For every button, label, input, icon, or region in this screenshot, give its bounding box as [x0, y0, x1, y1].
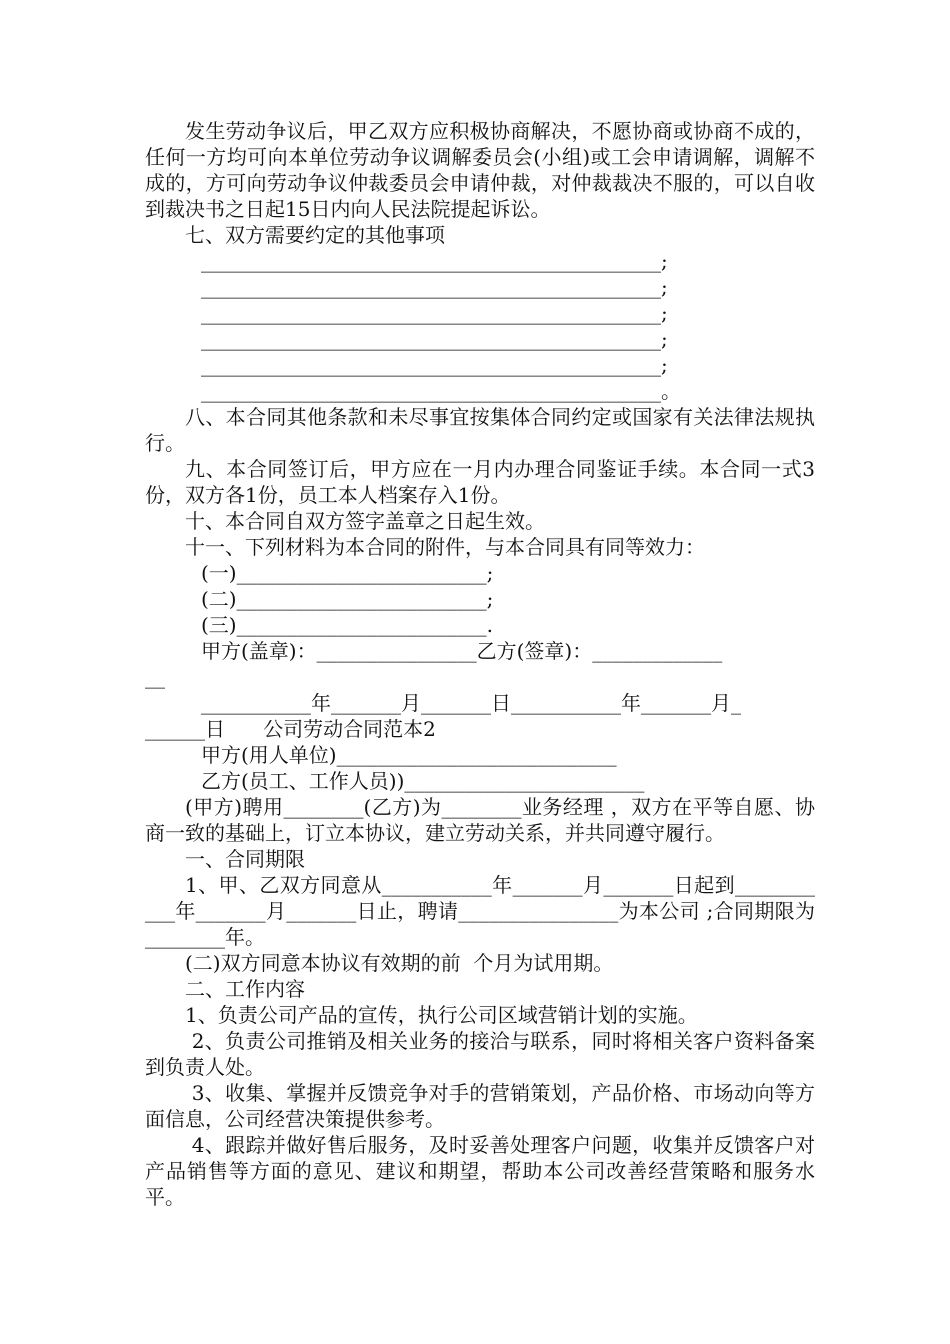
contract-term-paragraph: 1、甲、乙双方同意从___________年_______月_______日起到___________年_______月_______日止，聘请________________为本公司 ;合同期限为________年。 — [145, 873, 815, 949]
section-eight: 八、本合同其他条款和未尽事宜按集体合同约定或国家有关法律法规执行。 — [145, 405, 815, 455]
work-item: 3、收集、掌握并反馈竞争对手的营销策划，产品价格、市场动向等方面信息，公司经营决策提供参考。 — [145, 1081, 815, 1131]
work-content-heading: 二、工作内容 — [185, 977, 305, 1001]
section-ten: 十、本合同自双方签字盖章之日起生效。 — [185, 509, 545, 533]
blank-line: ______________________________________________。 — [201, 379, 681, 403]
work-item: 2、负责公司推销及相关业务的接洽与联系，同时将相关客户资料备案到负责人处。 — [145, 1029, 815, 1079]
date-line-continuation: ______日 公司劳动合同范本2 — [145, 717, 436, 741]
document-page — [145, 118, 815, 1210]
attachment-line: (一)_________________________; — [201, 561, 494, 585]
attachment-line: (三)_________________________. — [201, 613, 493, 637]
signature-line-continuation: __ — [145, 665, 165, 689]
section-seven-heading: 七、双方需要约定的其他事项 — [185, 223, 445, 247]
blank-line: ______________________________________________; — [201, 275, 668, 299]
section-eleven: 十一、下列材料为本合同的附件，与本合同具有同等效力： — [185, 535, 705, 559]
blank-line: ______________________________________________; — [201, 249, 668, 273]
attachment-line: (二)_________________________; — [201, 587, 494, 611]
party-b-line: 乙方(员工、工作人员))________________________ — [201, 769, 645, 793]
blank-line: ______________________________________________; — [201, 327, 668, 351]
section-nine: 九、本合同签订后，甲方应在一月内办理合同鉴证手续。本合同一式3份，双方各1份，员工本人档案存入1份。 — [145, 457, 815, 507]
date-line: ___________年_______月_______日___________年_______月_ — [201, 691, 741, 715]
signature-line: 甲方(盖章)：________________乙方(签章)：_____________ — [201, 639, 723, 663]
employment-paragraph: (甲方)聘用________(乙方)为________业务经理 ，双方在平等自愿、协商一致的基础上，订立本协议，建立劳动关系，并共同遵守履行。 — [145, 795, 815, 845]
blank-line: ______________________________________________; — [201, 301, 668, 325]
contract-term-heading: 一、合同期限 — [185, 847, 305, 871]
blank-line: ______________________________________________; — [201, 353, 668, 377]
party-a-line: 甲方(用人单位)____________________________ — [201, 743, 617, 767]
work-item: 1、负责公司产品的宣传，执行公司区域营销计划的实施。 — [185, 1003, 698, 1027]
dispute-paragraph: 发生劳动争议后，甲乙双方应积极协商解决，不愿协商或协商不成的，任何一方均可向本单位劳动争议调解委员会(小组)或工会申请调解，调解不成的，方可向劳动争议仲裁委员会申请仲裁，对仲裁裁决不服的，可以自收到裁决书之日起15日内向人民法院提起诉讼。 — [145, 119, 815, 221]
probation-paragraph: (二)双方同意本协议有效期的前 个月为试用期。 — [185, 951, 614, 975]
work-item: 4、跟踪并做好售后服务，及时妥善处理客户问题，收集并反馈客户对产品销售等方面的意见、建议和期望，帮助本公司改善经营策略和服务水平。 — [145, 1133, 815, 1209]
